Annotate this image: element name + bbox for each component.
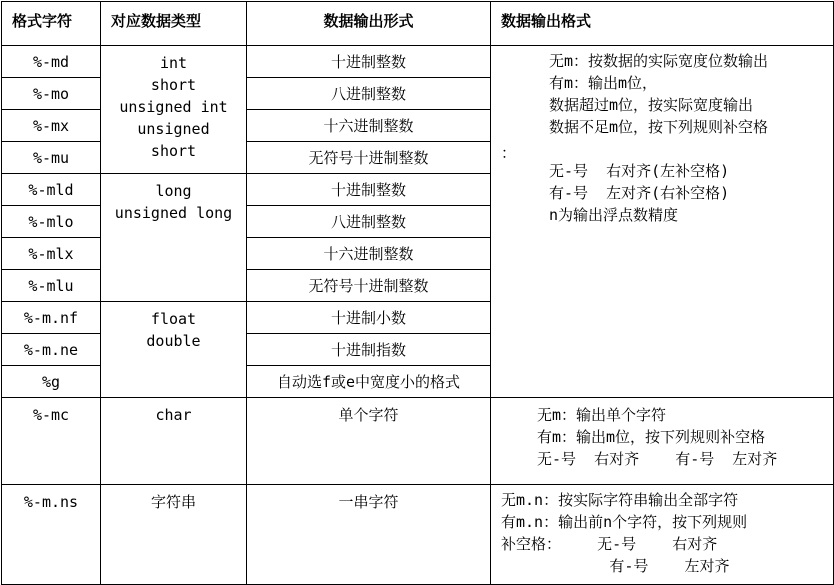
header-output-format: 数据输出格式 <box>491 2 834 46</box>
format-line: 无m：按数据的实际宽度位数输出 <box>549 52 769 70</box>
format-spec: %-m.nf <box>2 302 101 334</box>
table-row-string <box>2 485 834 585</box>
header-row <box>2 2 834 46</box>
output-form: 单个字符 <box>247 398 491 485</box>
type-name: short <box>150 142 197 160</box>
format-spec: %g <box>2 366 101 398</box>
data-type-cell: 字符串 <box>101 485 247 585</box>
format-line: 无-号 右对齐 有-号 左对齐 <box>537 450 778 468</box>
string-format-description <box>491 485 834 585</box>
type-name: int <box>159 54 188 72</box>
format-spec: %-m.ne <box>2 334 101 366</box>
format-spec: %-m.ns <box>2 485 101 585</box>
type-name: long <box>155 182 192 200</box>
format-spec: %-mld <box>2 174 101 206</box>
format-spec: %-mlu <box>2 270 101 302</box>
format-line: 有-号 左对齐 <box>501 557 730 575</box>
format-line: 有-号 左对齐(右补空格) <box>549 184 730 202</box>
numeric-format-description <box>491 46 834 398</box>
data-type-cell <box>101 302 247 398</box>
spacer <box>549 138 833 160</box>
table-row-char <box>2 398 834 485</box>
output-form: 八进制整数 <box>247 206 491 238</box>
output-form: 无符号十进制整数 <box>247 270 491 302</box>
format-line: 补空格： 无-号 右对齐 <box>501 535 718 553</box>
table-row <box>2 46 834 78</box>
format-line: 有m：输出m位， <box>549 74 658 92</box>
format-spec: %-mlo <box>2 206 101 238</box>
data-type-cell <box>101 174 247 302</box>
output-form: 无符号十进制整数 <box>247 142 491 174</box>
char-format-description <box>491 398 834 485</box>
data-type-cell: char <box>101 398 247 485</box>
colon-mark: ： <box>501 144 517 162</box>
format-line: 无m.n：按实际字符串输出全部字符 <box>501 491 739 509</box>
format-line: 数据不足m位，按下列规则补空格 <box>549 118 769 136</box>
format-line: 数据超过m位，按实际宽度输出 <box>549 96 754 114</box>
type-name: unsigned long <box>114 204 233 222</box>
format-spec: %-mo <box>2 78 101 110</box>
format-spec: %-mlx <box>2 238 101 270</box>
output-form: 十六进制整数 <box>247 238 491 270</box>
type-name: short <box>150 76 197 94</box>
output-form: 十进制整数 <box>247 174 491 206</box>
header-data-type: 对应数据类型 <box>101 2 247 46</box>
output-form: 十进制小数 <box>247 302 491 334</box>
format-spec: %-mc <box>2 398 101 485</box>
type-name: float <box>150 310 197 328</box>
output-form: 八进制整数 <box>247 78 491 110</box>
format-line: n为输出浮点数精度 <box>549 206 679 224</box>
format-line: 无m：输出单个字符 <box>537 406 667 424</box>
data-type-cell <box>101 46 247 174</box>
format-line: 有m：输出m位，按下列规则补空格 <box>537 428 766 446</box>
output-form: 十六进制整数 <box>247 110 491 142</box>
header-format-char: 格式字符 <box>2 2 101 46</box>
type-name: double <box>146 332 201 350</box>
output-form: 十进制整数 <box>247 46 491 78</box>
output-form: 一串字符 <box>247 485 491 585</box>
output-form: 十进制指数 <box>247 334 491 366</box>
type-name: unsigned int <box>119 98 228 116</box>
format-spec: %-mu <box>2 142 101 174</box>
format-spec-table <box>1 1 834 585</box>
output-form: 自动选f或e中宽度小的格式 <box>247 366 491 398</box>
header-output-form: 数据输出形式 <box>247 2 491 46</box>
format-spec: %-mx <box>2 110 101 142</box>
format-line: 无-号 右对齐(左补空格) <box>549 162 730 180</box>
format-line: 有m.n：输出前n个字符，按下列规则 <box>501 513 748 531</box>
type-name: unsigned <box>137 120 210 138</box>
format-spec: %-md <box>2 46 101 78</box>
